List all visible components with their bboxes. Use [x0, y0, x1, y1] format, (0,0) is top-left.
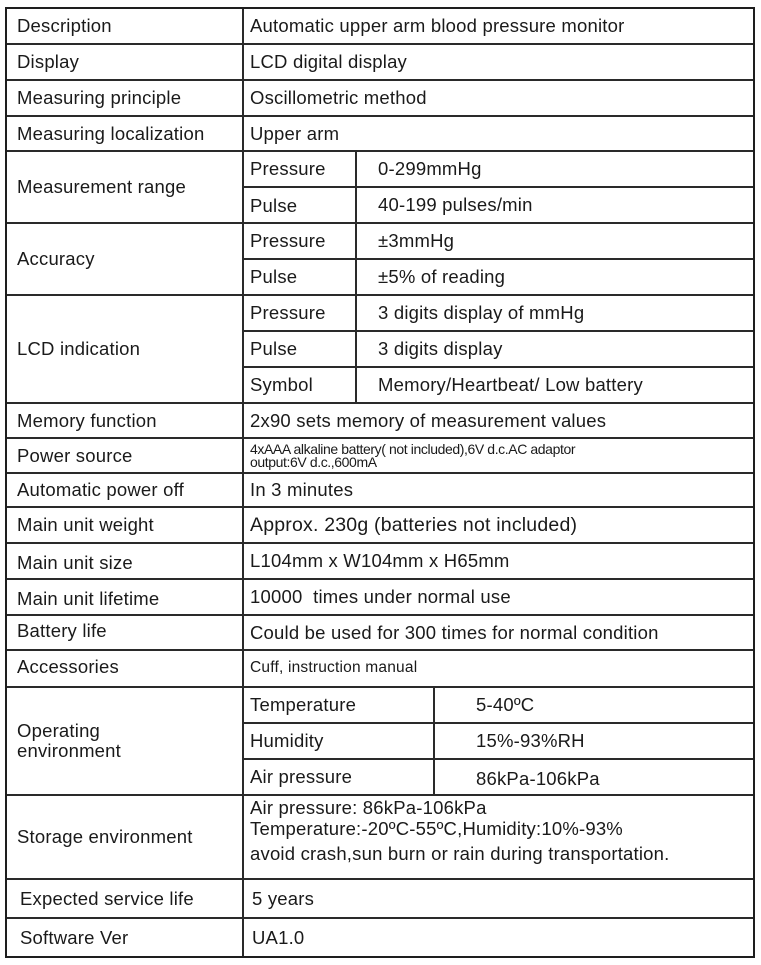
spec-label: Software Ver	[20, 926, 129, 948]
spec-label: LCD indication	[17, 338, 141, 359]
spec-label: Measurement range	[17, 176, 186, 197]
spec-value: LCD digital display	[250, 51, 408, 72]
spec-value-multiline	[250, 439, 575, 472]
spec-sub-value: ±5% of reading	[378, 266, 506, 287]
spec-label: Automatic power off	[17, 479, 184, 500]
specification-table	[5, 7, 755, 958]
spec-label: Power source	[17, 444, 133, 466]
spec-value: 10000 times under normal use	[250, 586, 511, 607]
spec-sub-value: 40-199 pulses/min	[378, 194, 533, 215]
spec-sub-label: Air pressure	[250, 766, 353, 787]
spec-value: UA1.0	[252, 926, 305, 948]
spec-label: Description	[17, 15, 112, 36]
spec-value: Cuff, instruction manual	[250, 659, 418, 676]
spec-sub-label: Pulse	[250, 266, 298, 287]
spec-value: Automatic upper arm blood pressure monitor	[250, 15, 625, 36]
spec-label-line: environment	[17, 740, 122, 761]
spec-label: Main unit lifetime	[17, 588, 160, 609]
spec-label: Main unit weight	[17, 514, 154, 535]
spec-value-line: Temperature:-20ºC-55ºC,Humidity:10%-93%	[250, 818, 623, 839]
spec-value: L104mm x W104mm x H65mm	[250, 550, 510, 571]
spec-sub-value: Memory/Heartbeat/ Low battery	[378, 374, 643, 395]
spec-label-line: Operating	[17, 720, 101, 741]
spec-value: Approx. 230g (batteries not included)	[250, 513, 578, 536]
spec-value-line: 4xAAA alkaline battery( not included),6V d.c.AC adaptor	[250, 441, 576, 457]
spec-label: Display	[17, 51, 80, 72]
spec-label: Accuracy	[17, 248, 95, 269]
spec-label: Measuring principle	[17, 87, 182, 108]
spec-value-line: Air pressure: 86kPa-106kPa	[250, 797, 487, 818]
spec-value: Oscillometric method	[250, 87, 427, 108]
spec-sub-value: 15%-93%RH	[476, 730, 585, 751]
spec-sub-value: 86kPa-106kPa	[476, 768, 600, 789]
spec-value: Could be used for 300 times for normal condition	[250, 622, 659, 643]
spec-sub-value: ±3mmHg	[378, 230, 455, 251]
spec-sub-label: Pulse	[250, 195, 298, 216]
spec-label: Main unit size	[17, 552, 133, 573]
spec-value: 2x90 sets memory of measurement values	[250, 409, 607, 431]
spec-sub-label: Pressure	[250, 302, 326, 323]
spec-sub-label: Symbol	[250, 374, 313, 395]
spec-label: Measuring localization	[17, 122, 205, 144]
spec-value: Upper arm	[250, 122, 340, 144]
spec-sub-label: Pressure	[250, 158, 326, 179]
spec-value: 5 years	[252, 887, 315, 909]
spec-sub-label: Temperature	[250, 694, 357, 715]
spec-sub-value: 3 digits display	[378, 338, 503, 359]
spec-value-line: output:6V d.c.,600mA	[250, 453, 377, 470]
spec-sub-label: Humidity	[250, 730, 324, 751]
spec-sub-value: 3 digits display of mmHg	[378, 302, 585, 323]
spec-label: Memory function	[17, 409, 157, 431]
spec-sub-value: 5-40ºC	[476, 694, 535, 715]
spec-label: Expected service life	[20, 887, 194, 909]
spec-label: Storage environment	[17, 826, 193, 847]
spec-sub-label: Pressure	[250, 230, 326, 251]
spec-label: Accessories	[17, 656, 119, 677]
column-divider-operating	[433, 686, 435, 794]
spec-value-line: avoid crash,sun burn or rain during transportation.	[250, 843, 670, 864]
spec-value-multiline	[250, 796, 670, 878]
spec-label: Battery life	[17, 620, 107, 641]
spec-value: In 3 minutes	[250, 479, 354, 500]
spec-sub-label: Pulse	[250, 338, 298, 359]
spec-label-multiline	[17, 688, 121, 794]
spec-sub-value: 0-299mmHg	[378, 158, 482, 179]
